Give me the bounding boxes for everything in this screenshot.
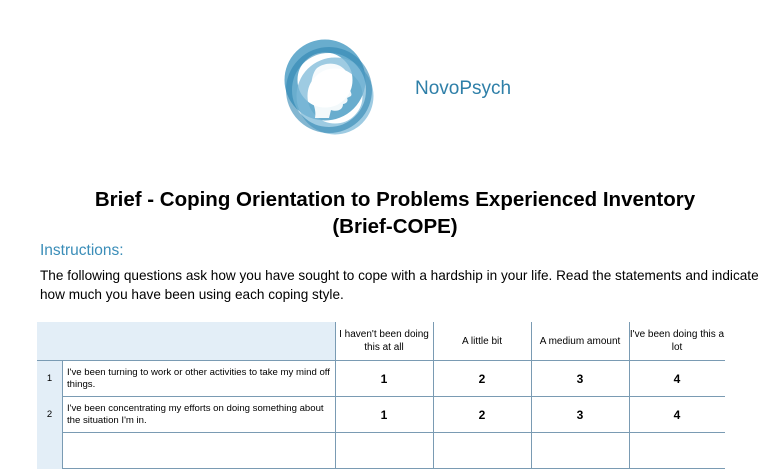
question-number: 1 (37, 361, 63, 397)
instructions-text: The following questions ask how you have sought to cope with a hardship in your life. Read the statements and indicate how much you have been using each coping style. (40, 268, 759, 302)
answer-option[interactable]: 3 (531, 361, 629, 397)
question-text: I've been turning to work or other activities to take my mind off things. (63, 361, 336, 397)
title-line-1: Brief - Coping Orientation to Problems Experienced Inventory (94, 188, 696, 211)
table-row-partial (37, 433, 725, 469)
page-title (0, 186, 784, 240)
novopsych-logo-icon (279, 38, 381, 140)
answer-option[interactable]: 1 (335, 397, 433, 433)
question-number: 2 (37, 397, 63, 433)
questionnaire-table (37, 322, 725, 469)
column-header: I've been doing this a lot (629, 322, 725, 361)
table-row (37, 361, 725, 397)
question-text: I've been concentrating my efforts on doing something about the situation I'm in. (63, 397, 336, 433)
answer-option[interactable]: 4 (629, 361, 725, 397)
table-row (37, 397, 725, 433)
column-header: I haven't been doing this at all (335, 322, 433, 361)
instructions-heading: Instructions: (40, 242, 124, 259)
answer-option[interactable]: 2 (433, 397, 531, 433)
answer-option[interactable]: 2 (433, 361, 531, 397)
column-header: A little bit (433, 322, 531, 361)
table-header-row (37, 322, 725, 361)
column-header: A medium amount (531, 322, 629, 361)
answer-option[interactable]: 1 (335, 361, 433, 397)
title-line-2: (Brief-COPE) (332, 215, 458, 238)
answer-option[interactable]: 3 (531, 397, 629, 433)
answer-option[interactable]: 4 (629, 397, 725, 433)
brand-name: NovoPsych (415, 78, 512, 99)
